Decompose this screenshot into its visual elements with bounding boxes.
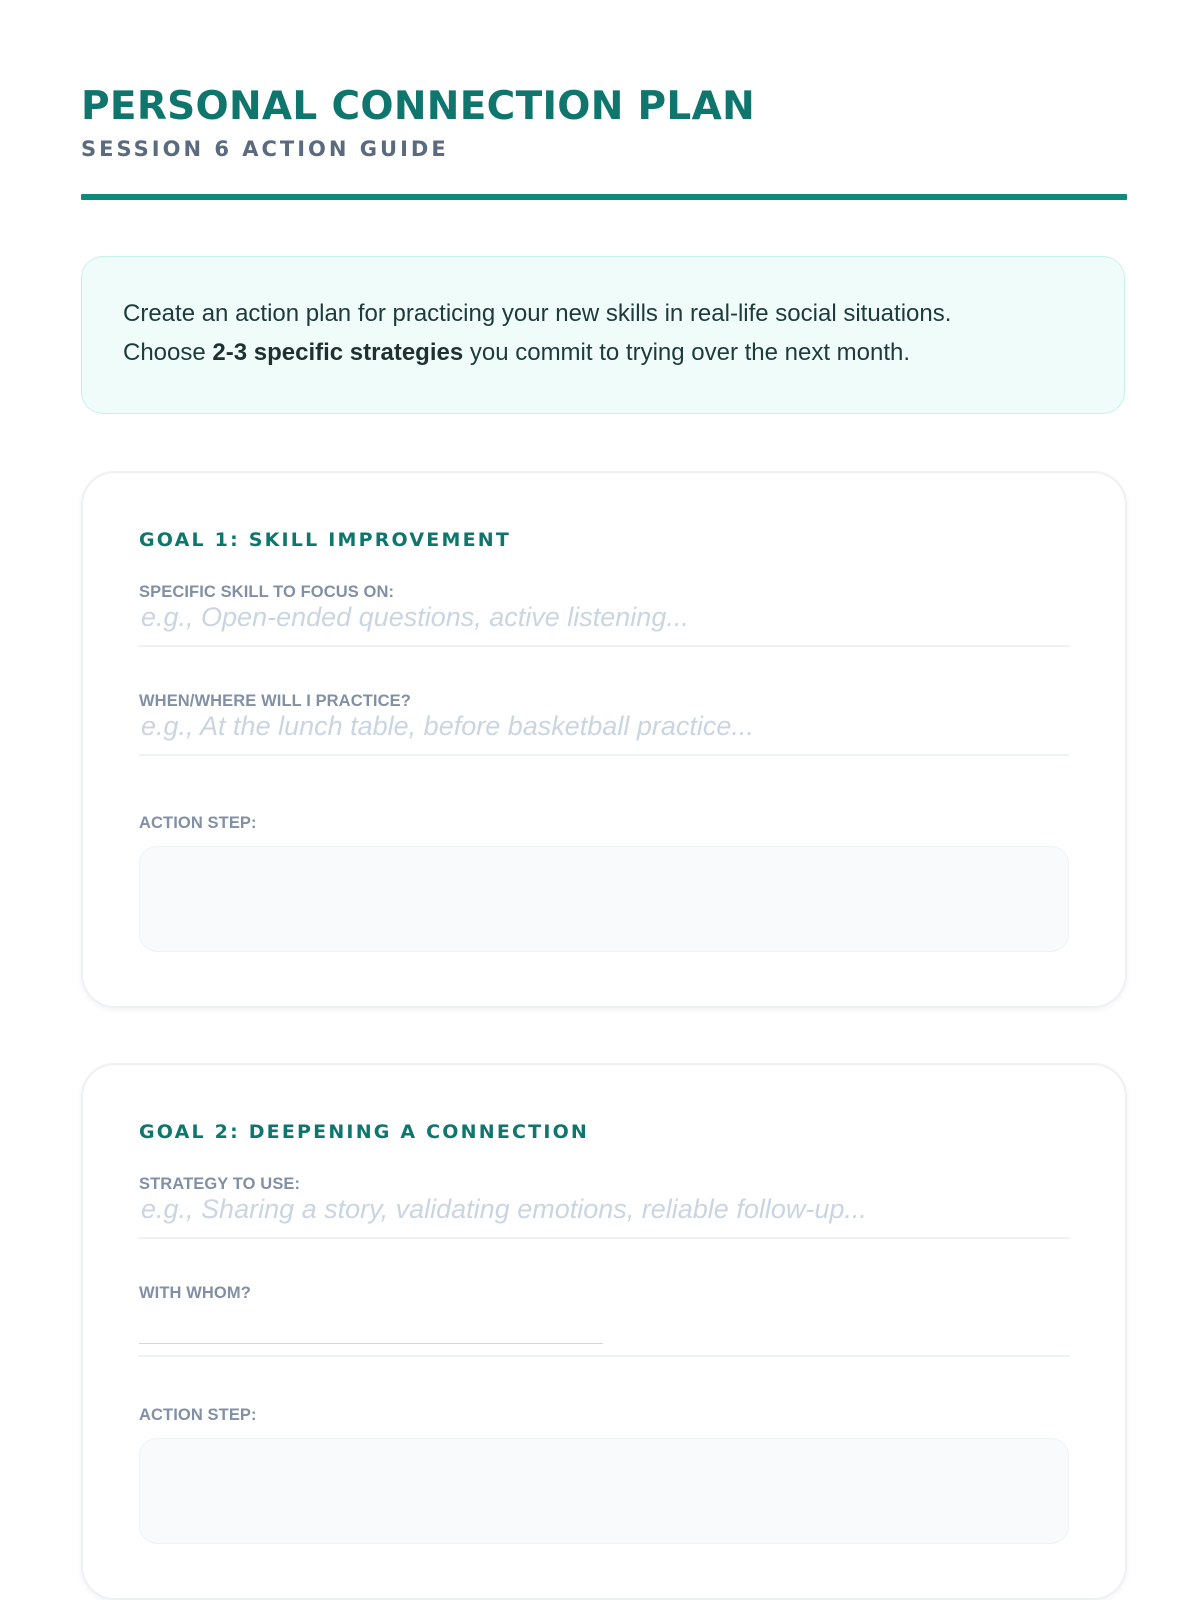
- where-label: WHEN/WHERE WILL I PRACTICE?: [139, 692, 411, 710]
- action-step-textarea[interactable]: [139, 846, 1069, 952]
- whom-label: WITH WHOM?: [139, 1284, 251, 1302]
- skill-input[interactable]: [139, 597, 1069, 637]
- page-title: PERSONAL CONNECTION PLAN: [81, 84, 756, 129]
- goal-2-card: [81, 1063, 1127, 1600]
- header-divider: [81, 194, 1127, 200]
- goal-1-title: GOAL 1: SKILL IMPROVEMENT: [139, 529, 512, 551]
- action-step-textarea[interactable]: [139, 1438, 1069, 1544]
- page-header: [81, 84, 1127, 162]
- goal-1-card: [81, 471, 1127, 1008]
- where-input[interactable]: [139, 706, 1069, 746]
- strategy-label: STRATEGY TO USE:: [139, 1175, 301, 1193]
- skill-underline: [139, 645, 1069, 647]
- whom-blank-line: [139, 1343, 603, 1344]
- strategy-input[interactable]: [139, 1189, 1069, 1229]
- intro-prefix: Choose: [123, 339, 213, 366]
- intro-emphasis: 2-3 specific strategies: [212, 339, 464, 366]
- strategy-underline: [139, 1237, 1069, 1239]
- page-subtitle: SESSION 6 ACTION GUIDE: [81, 137, 449, 161]
- goal-2-title: GOAL 2: DEEPENING A CONNECTION: [139, 1121, 590, 1143]
- whom-input[interactable]: [139, 1298, 1069, 1338]
- intro-callout: [81, 256, 1125, 414]
- action-step-label: ACTION STEP:: [139, 1406, 257, 1424]
- skill-label: SPECIFIC SKILL TO FOCUS ON:: [139, 583, 395, 601]
- intro-suffix: you commit to trying over the next month.: [463, 339, 911, 366]
- whom-underline: [139, 1355, 1069, 1357]
- action-step-label: ACTION STEP:: [139, 814, 257, 832]
- intro-line-1: Create an action plan for practicing your new skills in real-life social situations.: [123, 300, 952, 327]
- intro-line-2: [123, 333, 1083, 372]
- where-underline: [139, 754, 1069, 756]
